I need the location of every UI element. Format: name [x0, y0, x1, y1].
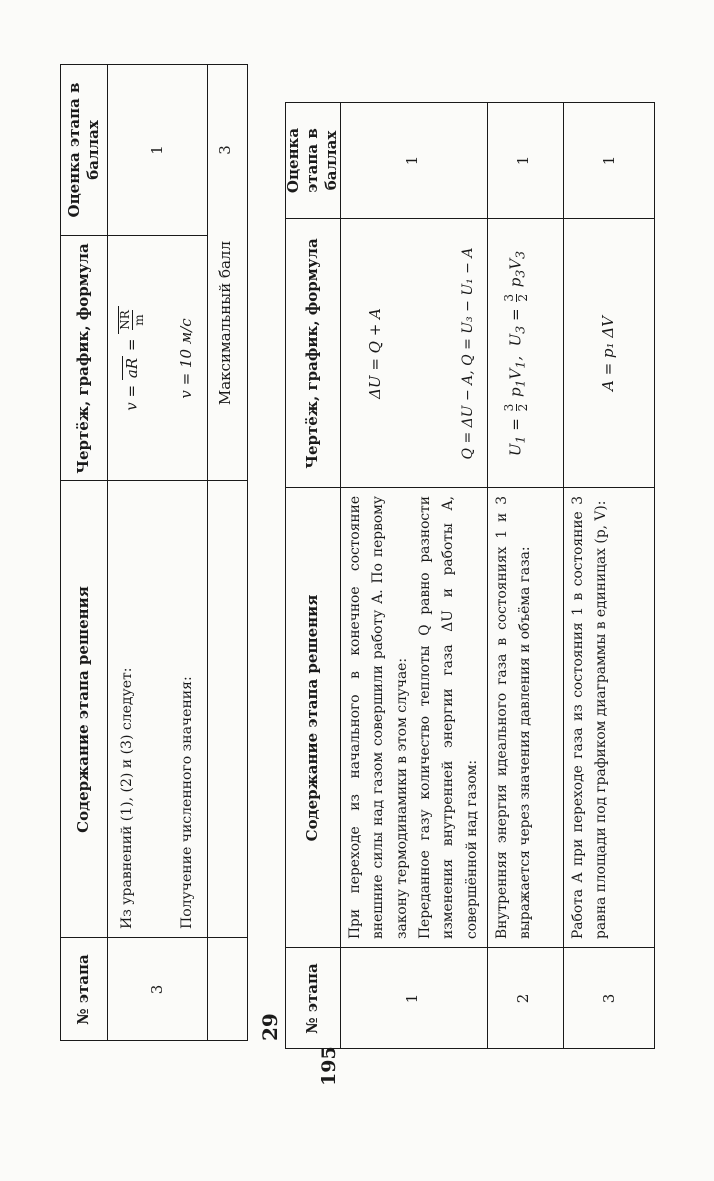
stage-number: 1 — [403, 993, 421, 1004]
stage-number: 3 — [148, 984, 166, 995]
score-value: 1 — [148, 145, 166, 155]
formula-heat: Q = ΔU − A, Q = U₃ − U₁ − A — [460, 247, 476, 460]
score-value: 1 — [403, 155, 421, 166]
step-text: Внутренняя энергия идеального газа в состояниях 1 и 3 выражается через значения давления и объёма газа: — [494, 496, 534, 939]
header-stage: № этапа — [74, 954, 92, 1025]
header-formula: Чертёж, график, формула — [303, 238, 321, 469]
formula-velocity: v = aR = NR m — [118, 236, 146, 481]
page-number: 195 — [318, 1046, 340, 1086]
max-score-value: 3 — [216, 145, 234, 155]
step-text: При переходе из начального в конечное состояние внешние силы над газом совершили работу A. По первому закону термодинамики в этом случае: — [347, 496, 410, 939]
formula-first-law: ΔU = Q + A — [366, 308, 384, 399]
step-text: Из уравнений (1), (2) и (3) следует: — [119, 667, 135, 929]
header-score: Оценка этапа в баллах — [284, 127, 340, 194]
stage-number: 3 — [600, 993, 618, 1004]
step-text: Переданное газу количество теплоты Q равно разности изменения внутренней энергии газа ΔU и работы A, совершённой над газом: — [417, 496, 480, 939]
stage-number: 2 — [514, 993, 532, 1004]
score-value: 1 — [600, 155, 618, 166]
header-formula: Чертёж, график, формула — [74, 243, 92, 474]
header-stage: № этапа — [303, 963, 321, 1034]
header-content: Содержание этапа решения — [303, 594, 321, 842]
formula-internal-energy: $U_1$ = 3 2 $p_1V_1$, $U_3$ = 3 2 $p_3V_3$ — [502, 250, 530, 457]
formula-work: A = p₁ ΔV — [599, 316, 617, 391]
step-text: Получение численного значения: — [179, 676, 195, 929]
task-number: 29 — [258, 1013, 282, 1041]
header-score: Оценка этапа в баллах — [64, 82, 102, 218]
header-content: Содержание этапа решения — [74, 586, 92, 833]
step-text: Работа A при переходе газа из состояния 1 в состояние 3 равна площади под графиком диаграммы в единицах (p, V): — [570, 496, 610, 939]
score-value: 1 — [514, 155, 532, 166]
max-score-label: Максимальный балл — [216, 241, 234, 406]
formula-result: v = 10 м/с — [177, 318, 195, 399]
